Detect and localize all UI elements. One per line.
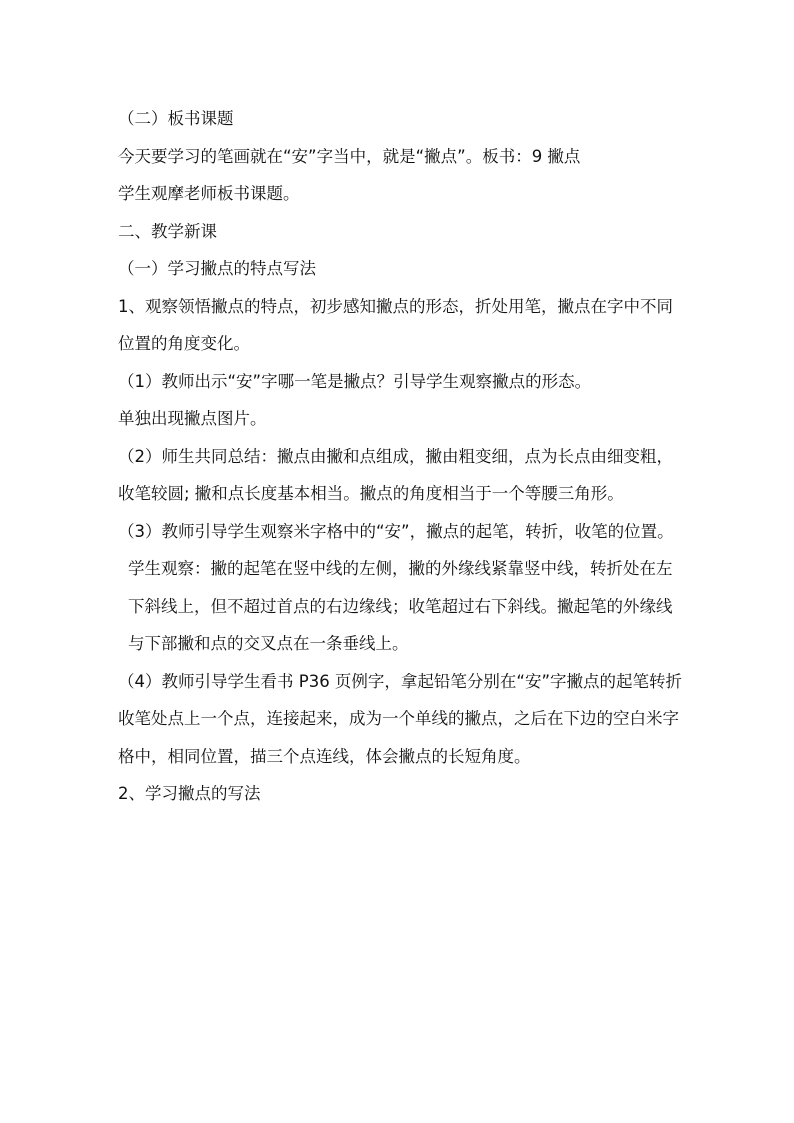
paragraph-item-4: （4）教师引导学生看书 P36 页例字，拿起铅笔分别在“安”字撇点的起笔转折收笔处点上一个点，连接起来，成为一个单线的撇点，之后在下边的空白米字格中，相同位置，描三个点连线，体会撇点的长短角度。 (118, 671, 683, 766)
document-body (118, 100, 684, 813)
paragraph-student-observe: 学生观摩老师板书课题。 (118, 184, 300, 203)
paragraph-item-2: （2）师生共同总结：撇点由撇和点组成，撇由粗变细，点为长点由细变粗，收笔较圆; 撇和点长度基本相当。撇点的角度相当于一个等腰三角形。 (118, 446, 673, 503)
paragraph-step-2: 2、学习撇点的写法 (118, 784, 261, 803)
section-heading-learn-features: （一）学习撇点的特点写法 (118, 259, 316, 278)
paragraph-step-1: 1、观察领悟撇点的特点，初步感知撇点的形态，折处用笔，撇点在字中不同位置的角度变化。 (118, 296, 673, 353)
paragraph-item-3: （3）教师引导学生观察米字格中的“安”，撇点的起笔，转折，收笔的位置。 (118, 521, 674, 541)
paragraph-lesson-intro: 今天要学习的笔画就在“安”字当中，就是“撇点”。板书：9 撇点 (118, 146, 581, 166)
paragraph-show-picture: 单独出现撇点图片。 (118, 409, 267, 428)
paragraph-item-1: （1）教师出示“安”字哪一笔是撇点？引导学生观察撇点的形态。 (118, 371, 592, 391)
paragraph-student-observation-detail: 学生观察：撇的起笔在竖中线的左侧，撇的外缘线紧靠竖中线，转折处在左下斜线上，但不超过首点的右边缘线；收笔超过右下斜线。撇起笔的外缘线与下部撇和点的交叉点在一条垂线上。 (128, 559, 673, 653)
section-heading-blackboard-title: （二）板书课题 (118, 109, 234, 128)
section-heading-new-lesson: 二、教学新课 (118, 221, 217, 241)
